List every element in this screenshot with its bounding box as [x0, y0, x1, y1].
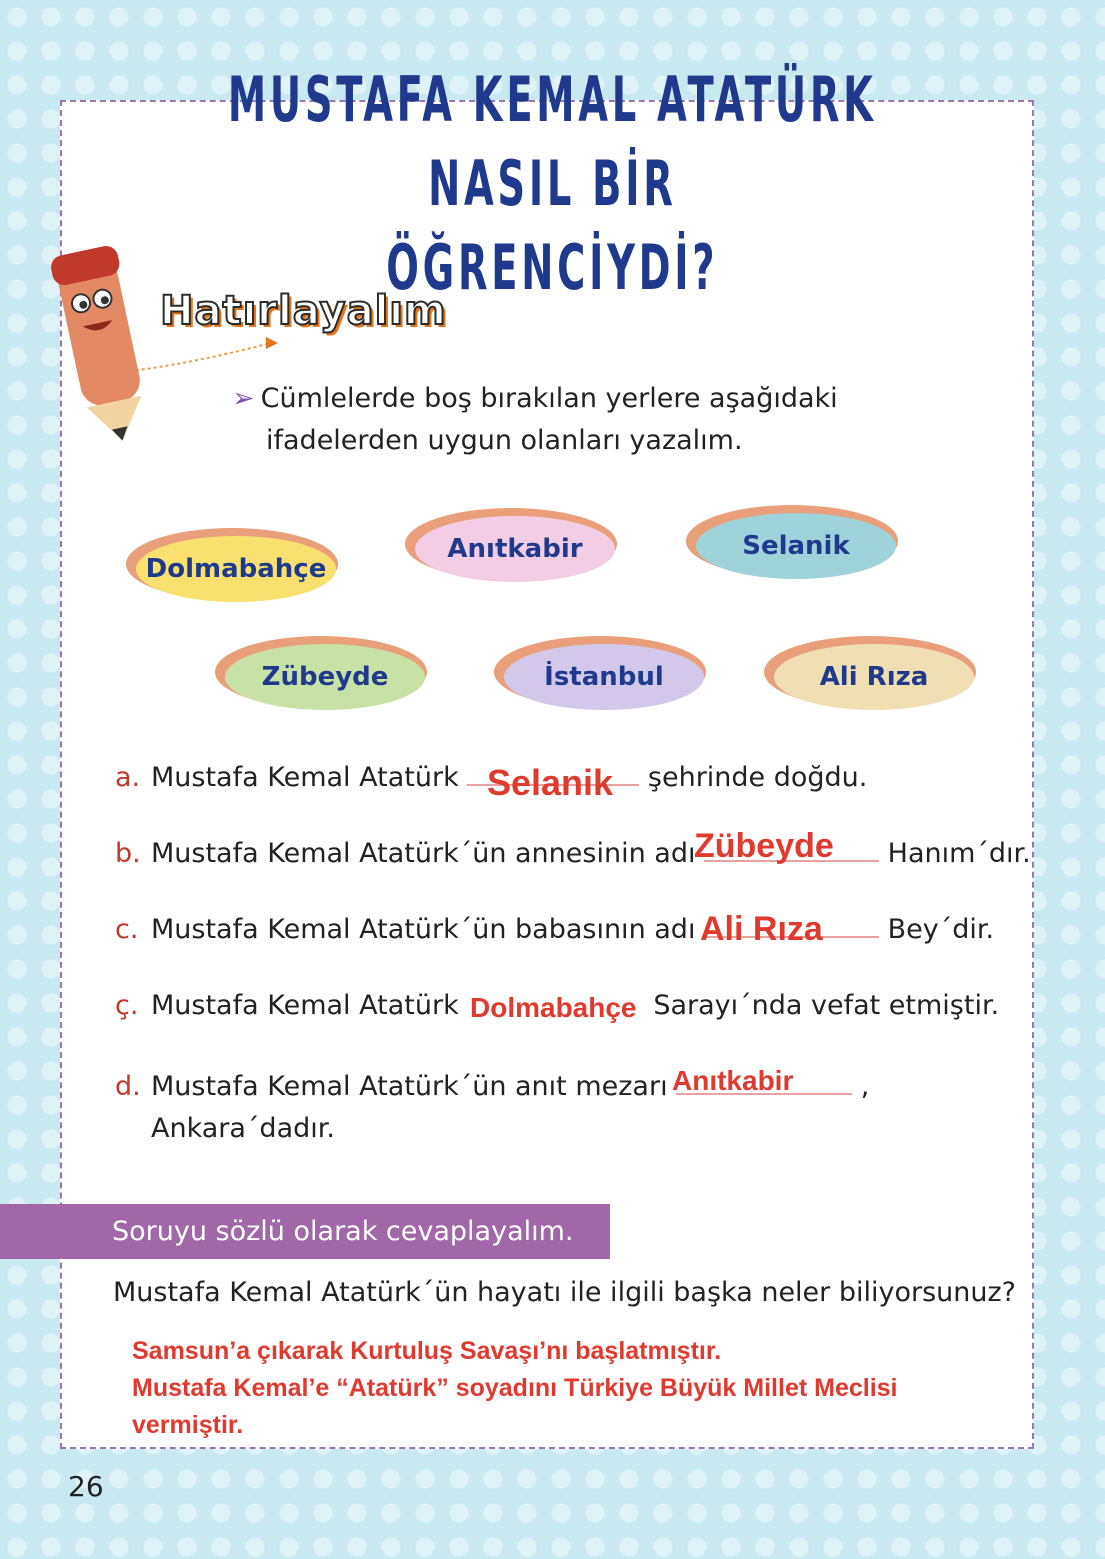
option-pill: Selanik [686, 505, 898, 577]
oral-section-band: Soruyu sözlü olarak cevaplayalım. [0, 1204, 610, 1259]
question-cedilla: ç. Mustafa Kemal Atatürk Sarayı´nda vefat etmiştir. [115, 990, 1000, 1021]
oral-question: Mustafa Kemal Atatürk´ün hayatı ile ilgili başka neler biliyorsunuz? [113, 1277, 1016, 1308]
oral-answer: Samsun’a çıkarak Kurtuluş Savaşı’nı başlatmıştır. Mustafa Kemal’e “Atatürk” soyadını Türkiye Büyük Millet Meclisi vermiştir. [132, 1337, 898, 1439]
arrow-bullet-icon: ➢ [232, 383, 255, 414]
page-number: 26 [68, 1470, 104, 1503]
question-d: d. Mustafa Kemal Atatürk´ün anıt mezarı , Ankara´dadır. [115, 1071, 870, 1144]
answer-cedilla: Dolmabahçe [470, 992, 637, 1023]
answer-c: Ali Rıza [700, 910, 823, 948]
instruction-text: ➢ Cümlelerde boş bırakılan yerlere aşağıdaki ifadelerden uygun olanları yazalım. [232, 383, 838, 456]
question-a: a. Mustafa Kemal Atatürk şehrinde doğdu. [115, 762, 868, 793]
option-pill: Dolmabahçe [126, 528, 338, 600]
answer-b: Zübeyde [694, 827, 834, 865]
option-pill: Anıtkabir [405, 508, 617, 580]
option-pill: Ali Rıza [764, 636, 976, 708]
option-pill: Zübeyde [215, 636, 427, 708]
answer-a: Selanik [487, 762, 614, 803]
section-title-hatirlayalim: Hatırlayalım [160, 288, 447, 334]
question-b: b. Mustafa Kemal Atatürk´ün annesinin adı Hanım´dır. [115, 838, 1031, 869]
pencil-mascot-icon [40, 225, 290, 455]
option-pill: İstanbul [494, 636, 706, 708]
question-c: c. Mustafa Kemal Atatürk´ün babasının adı Bey´dir. [115, 914, 995, 945]
answer-d: Anıtkabir [672, 1065, 794, 1096]
page-title: MUSTAFA KEMAL ATATÜRK NASIL BİR ÖĞRENCİYDİ? [227, 63, 877, 304]
